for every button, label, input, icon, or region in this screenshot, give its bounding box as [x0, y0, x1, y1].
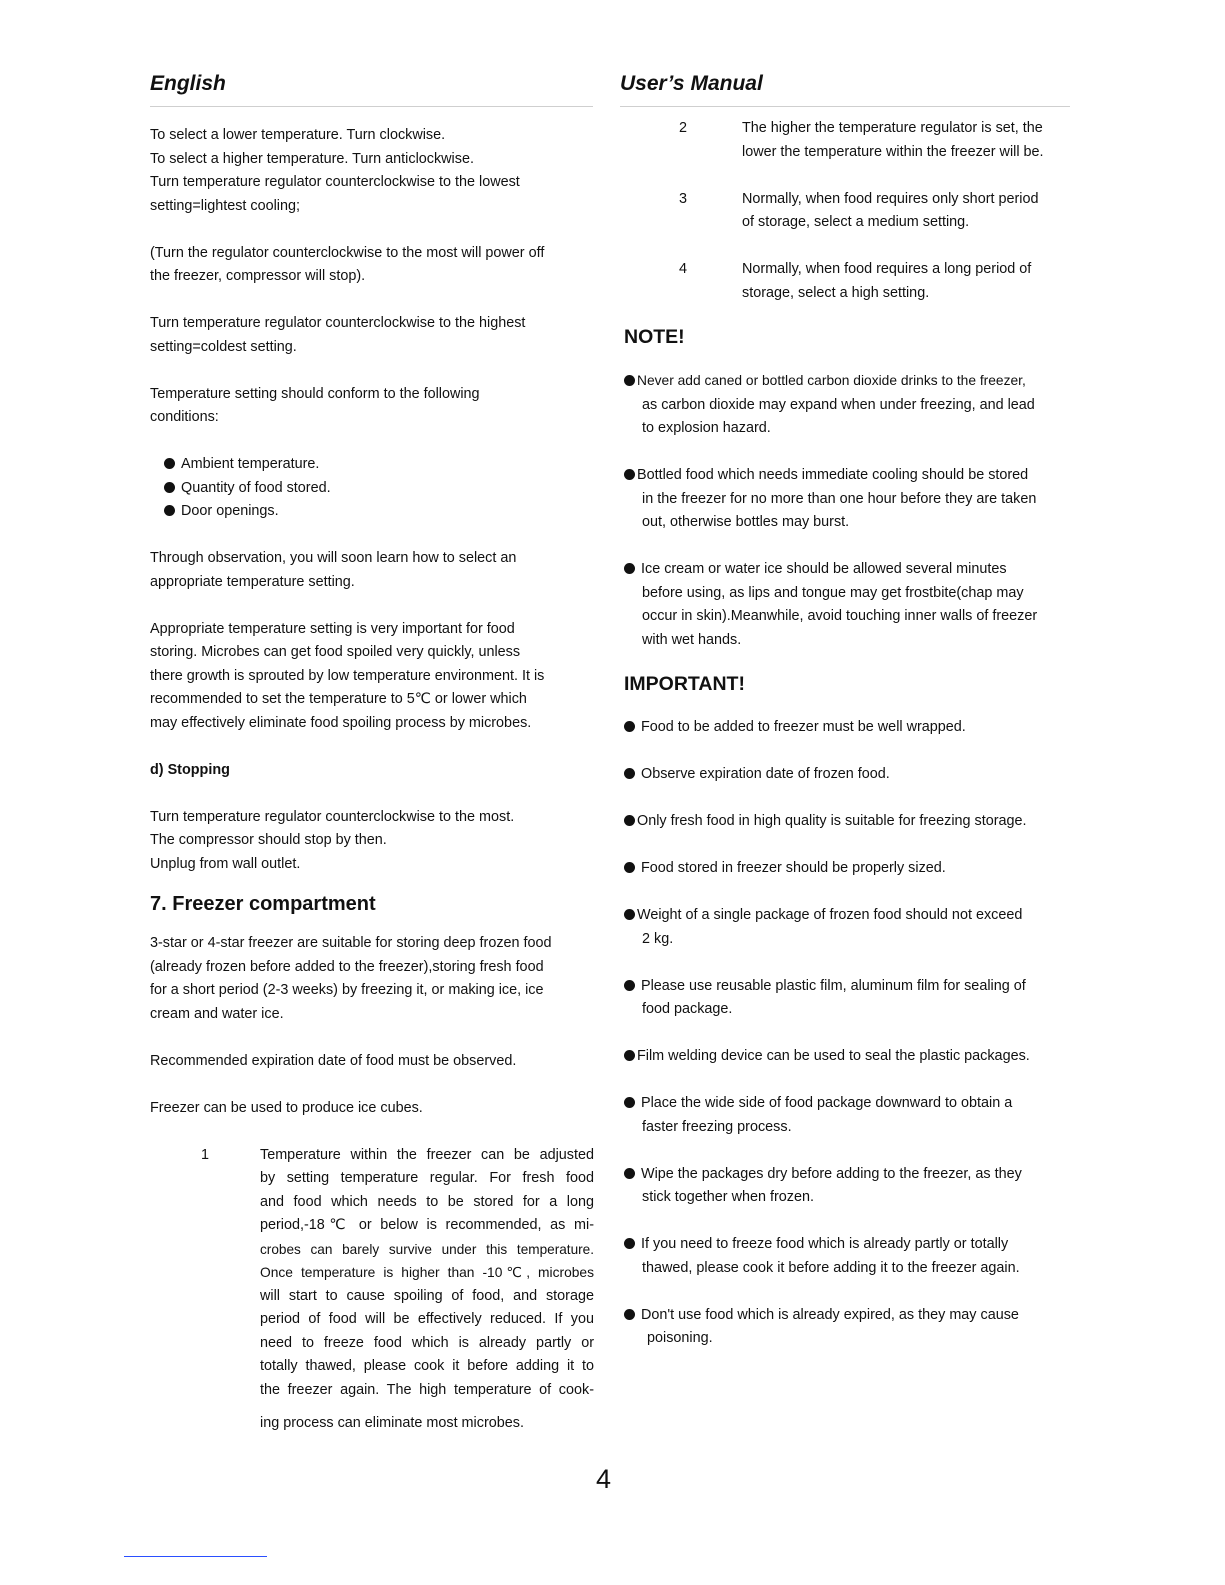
- bullet-icon: [624, 768, 635, 779]
- header-rule-left: [150, 106, 593, 107]
- list-item: Door openings.: [150, 500, 594, 524]
- text-line: (Turn the regulator counterclockwise to the most will power off: [150, 244, 545, 261]
- bullet-icon: [624, 1309, 635, 1320]
- text-line: stick together when frozen.: [642, 1189, 814, 1205]
- text-line: for a short period (2-3 weeks) by freezing it, or making ice, ice: [150, 982, 544, 998]
- list-item: Quantity of food stored.: [150, 477, 594, 501]
- header-rule-right: [620, 106, 1070, 107]
- text-line: To select a higher temperature. Turn anticlockwise.: [150, 150, 474, 167]
- text-line: setting=lightest cooling;: [150, 197, 300, 214]
- text-line: faster freezing process.: [642, 1118, 792, 1135]
- text-line: The higher the temperature regulator is set, the: [742, 120, 1043, 136]
- list-item: Never add caned or bottled carbon dioxide drinks to the freezer,: [624, 369, 1074, 394]
- note-heading: NOTE!: [624, 326, 685, 348]
- bullet-icon: [624, 909, 635, 920]
- list-item: Only fresh food in high quality is suitable for freezing storage.: [624, 810, 1074, 834]
- footer-link-line: [124, 1556, 267, 1557]
- header-left-title: English: [150, 72, 226, 95]
- text-line: may effectively eliminate food spoiling process by microbes.: [150, 714, 532, 731]
- list-item: Ambient temperature.: [150, 453, 594, 477]
- list-item: Place the wide side of food package downward to obtain a: [624, 1092, 1074, 1116]
- text-line: period of food will be effectively reduced. If you: [260, 1311, 594, 1327]
- text-line: the freezer again. The high temperature of cook-: [260, 1381, 594, 1398]
- text-line: Normally, when food requires a long period of: [742, 261, 1032, 277]
- text-line: Turn temperature regulator counterclockwise to the most.: [150, 808, 515, 825]
- text-line: period,-18℃ or below is recommended, as mi-: [260, 1217, 594, 1233]
- text-line: recommended to set the temperature to 5℃ or lower which: [150, 691, 527, 707]
- text-line: of storage, select a medium setting.: [742, 214, 970, 230]
- text-line: need to freeze food which is already partly or: [260, 1334, 594, 1351]
- list-item: Observe expiration date of frozen food.: [624, 763, 1074, 787]
- text-line: Unplug from wall outlet.: [150, 855, 301, 872]
- text-line: 3-star or 4-star freezer are suitable for storing deep frozen food: [150, 935, 552, 951]
- right-column: [624, 117, 1074, 1351]
- left-column: [150, 124, 594, 1436]
- text-line: 2 kg.: [642, 930, 674, 947]
- text-line: setting=coldest setting.: [150, 338, 297, 355]
- bullet-icon: [624, 1168, 635, 1179]
- list-item: Wipe the packages dry before adding to the freezer, as they: [624, 1163, 1074, 1187]
- list-item: Please use reusable plastic film, aluminum film for sealing of: [624, 975, 1074, 999]
- list-item: Ice cream or water ice should be allowed several minutes: [624, 558, 1074, 582]
- list-item: If you need to freeze food which is already partly or totally: [624, 1233, 1074, 1257]
- bullet-icon: [624, 980, 635, 991]
- list-item: Bottled food which needs immediate cooling should be stored: [624, 464, 1074, 488]
- bullet-icon: [624, 1050, 635, 1061]
- text-line: conditions:: [150, 409, 219, 425]
- text-line: poisoning.: [647, 1330, 713, 1346]
- section-heading: 7. Freezer compartment: [150, 893, 376, 915]
- text-line: Turn temperature regulator counterclockwise to the highest: [150, 315, 526, 331]
- item-number: 3: [678, 190, 687, 207]
- text-line: lower the temperature within the freezer will be.: [742, 143, 1044, 160]
- text-line: Freezer can be used to produce ice cubes.: [150, 1099, 423, 1116]
- bullet-icon: [624, 375, 635, 386]
- numbered-item-3: [624, 188, 1074, 235]
- text-line: Once temperature is higher than -10℃, microbes: [260, 1265, 594, 1280]
- text-line: food package.: [642, 1001, 733, 1017]
- text-line: Temperature within the freezer can be adjusted: [260, 1146, 594, 1163]
- list-item: Weight of a single package of frozen food should not exceed: [624, 904, 1074, 928]
- text-line: by setting temperature regular. For fresh food: [260, 1170, 594, 1186]
- text-line: Appropriate temperature setting is very important for food: [150, 620, 515, 637]
- item-number: 2: [678, 120, 687, 136]
- bullet-icon: [624, 862, 635, 873]
- bullet-icon: [164, 505, 175, 516]
- text-line: out, otherwise bottles may burst.: [642, 514, 850, 530]
- item-number: 1: [200, 1146, 209, 1163]
- bullet-icon: [624, 815, 635, 826]
- text-line: (already frozen before added to the freezer),storing fresh food: [150, 958, 544, 975]
- item-number: 4: [678, 261, 687, 277]
- text-line: Temperature setting should conform to the following: [150, 385, 480, 402]
- text-line: cream and water ice.: [150, 1005, 284, 1022]
- text-line: Normally, when food requires only short period: [742, 190, 1039, 207]
- stopping-heading: d) Stopping: [150, 761, 230, 778]
- text-line: with wet hands.: [642, 631, 742, 648]
- important-heading: IMPORTANT!: [624, 673, 745, 695]
- numbered-item-2: [624, 117, 1074, 164]
- text-line: To select a lower temperature. Turn clockwise.: [150, 127, 446, 143]
- bullet-icon: [624, 1238, 635, 1249]
- text-line: crobes can barely survive under this temperature.: [260, 1241, 594, 1257]
- bullet-icon: [624, 1097, 635, 1108]
- text-line: The compressor should stop by then.: [150, 832, 387, 848]
- text-line: appropriate temperature setting.: [150, 573, 355, 590]
- list-item: Food to be added to freezer must be well wrapped.: [624, 716, 1074, 740]
- bullet-icon: [164, 482, 175, 493]
- text-line: totally thawed, please cook it before adding it to: [260, 1358, 594, 1374]
- text-line: Turn temperature regulator counterclockwise to the lowest: [150, 174, 520, 190]
- list-item: Food stored in freezer should be properly sized.: [624, 857, 1074, 881]
- text-line: will start to cause spoiling of food, and storage: [260, 1287, 594, 1304]
- text-line: storing. Microbes can get food spoiled very quickly, unless: [150, 644, 521, 660]
- text-line: Through observation, you will soon learn how to select an: [150, 550, 517, 566]
- text-line: thawed, please cook it before adding it to the freezer again.: [642, 1259, 1020, 1276]
- text-line: occur in skin).Meanwhile, avoid touching inner walls of freezer: [642, 608, 1038, 624]
- bullet-icon: [624, 563, 635, 574]
- text-line: storage, select a high setting.: [742, 284, 930, 301]
- header-right-title: User’s Manual: [620, 72, 763, 95]
- bullet-icon: [624, 721, 635, 732]
- text-line: to explosion hazard.: [642, 420, 771, 436]
- text-line: as carbon dioxide may expand when under freezing, and lead: [642, 396, 1035, 413]
- text-line: ing process can eliminate most microbes.: [260, 1415, 524, 1431]
- numbered-item-4: [624, 258, 1074, 305]
- text-line: the freezer, compressor will stop).: [150, 268, 366, 284]
- text-line: before using, as lips and tongue may get frostbite(chap may: [642, 584, 1024, 601]
- text-line: there growth is sprouted by low temperature environment. It is: [150, 667, 545, 684]
- bullet-icon: [624, 469, 635, 480]
- numbered-item-1: [150, 1144, 594, 1436]
- text-line: and food which needs to be stored for a long: [260, 1193, 594, 1210]
- bullet-icon: [164, 458, 175, 469]
- text-line: Recommended expiration date of food must be observed.: [150, 1052, 517, 1069]
- text-line: in the freezer for no more than one hour before they are taken: [642, 490, 1037, 507]
- list-item: Film welding device can be used to seal the plastic packages.: [624, 1045, 1074, 1069]
- list-item: Don't use food which is already expired, as they may cause: [624, 1304, 1074, 1328]
- page-number: 4: [596, 1464, 612, 1494]
